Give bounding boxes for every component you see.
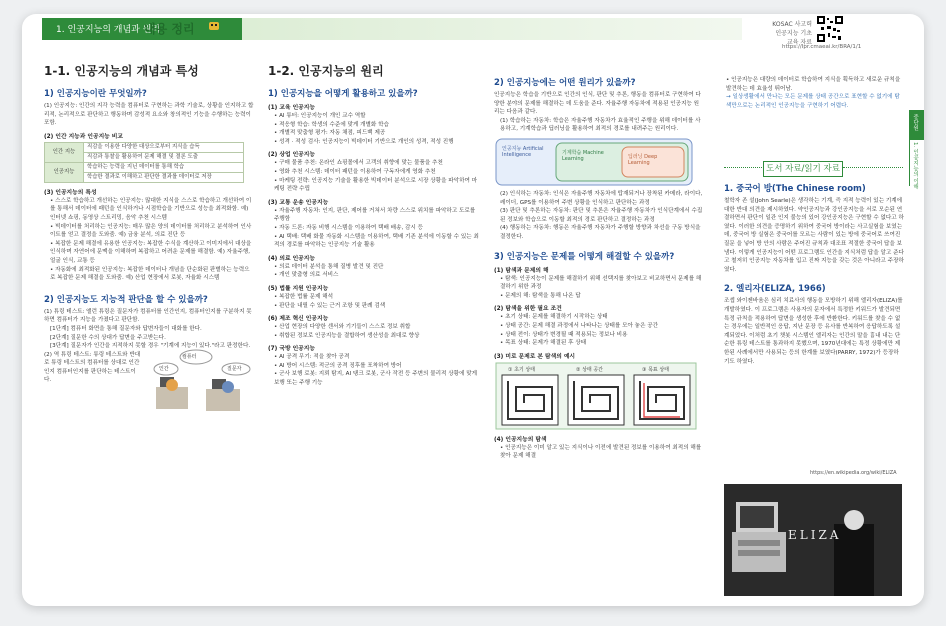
list-item: • 인공지능은 이미 알고 있는 지식이나 이전에 발견된 정보를 이용하여 최적의 해를 찾아 문제 해결: [500, 444, 702, 460]
list-item: → 일상생활에서 만나는 모든 문제를 상태 공간으로 표현할 수 없기에 탐색만으로는 논리적인 인공지능을 구현하기 어렵다.: [726, 94, 900, 109]
bubble-label: 컴퓨터: [182, 353, 197, 360]
application-list: [268, 102, 480, 388]
subsection-title: 1) 인공지능을 어떻게 활용하고 있을까?: [268, 89, 418, 99]
bubble-label: 질문자: [227, 365, 242, 372]
list-item: • 목표 상태: 문제가 해결된 후 상태: [500, 340, 587, 347]
table-row: [45, 162, 244, 172]
paragraph: 조셉 와이젠바움은 심리 치료사의 행동을 모방하기 위해 엘리자(ELIZA)를 개발하였다. 이 프로그램은 사용자의 문자에서 특정한 키워드가 발견되면 특정 규칙을 적용하여 답변을 생성한 후에 반환한다. 키워드를 찾을 수 없는 경우에는 일반적인 응답, 지난 문장 등 유사를 반복하여 응답하도록 설계되었다. 이처럼 초기 챗봇 시스템인 엘리자는 인간의 말을 흉내 내는 단순한 튜링 테스트를 통과하지 못했으며, 1970년대에는 특정 상황에만 제한된 사례에서만 사용되는 등의 한계를 보였다(PARRY, 1972)가 등장하기도 하였다.: [724, 298, 903, 365]
list-heading: (3) 미로 문제로 본 탐색의 예시: [494, 353, 576, 360]
table-cell: 학습하는 능력을 지닌 데이터를 통해 학습: [84, 162, 244, 172]
list-item: • AI 튜터: 인공지능이 개인 교수 역할: [274, 113, 366, 119]
paragraph: (1) 인공지능: 인간의 지각 능력을 컴퓨터로 구현하는 과학 기술로, 상황을 인지하고 합리적, 논리적으로 판단하고 행동하며 감성적 요소와 창의적인 기능을 수행하는 능력이 포함.: [44, 103, 254, 127]
list-item: • 의료 데이터 분석을 통해 질병 발견 및 진단: [274, 263, 384, 270]
list-item: (2) 인식하는 자동차: 인식은 자율주행 자동차에 탑재되거나 장착된 카메라, 라이다, 레이더, GPS를 이용하여 주변 상황을 인식하고 판단하는 과정: [500, 190, 703, 206]
group-title: (2) 상업 인공지능: [268, 152, 315, 159]
list-item: • AI 공격 무기: 적을 찾아 공격: [274, 354, 350, 361]
eliza-text: ELIZA: [788, 528, 842, 542]
list-item: • 영화 추천 시스템: 데이터 패턴을 이용하여 구독자에게 영화 추천: [274, 168, 436, 175]
comparison-table: [44, 142, 244, 183]
list-item: [2단계] 질문한 수의 상대가 답변을 주고받는다.: [50, 334, 166, 341]
subsection-title: 3) 인공지능은 문제를 어떻게 해결할 수 있을까?: [494, 251, 675, 262]
group-title: (4) 의료 인공지능: [268, 255, 315, 262]
divider: [724, 167, 762, 168]
list-item: • 자동 드론: 자동 비행 시스템을 이용하여 택배 배송, 감시 등: [274, 224, 424, 231]
header-bar: [22, 14, 924, 50]
list-item: (4) 행동하는 자동차: 행동은 자율주행 자동차가 주행할 방향과 차선을 구동 방식을 결정한다.: [500, 225, 701, 240]
list-item: • 성격 · 적성 검사: 인공지능이 빅데이터 기반으로 개인의 성격, 적성 진행: [274, 138, 454, 145]
section-heading: 1-1. 인공지능의 개념과 특성: [44, 64, 199, 78]
org-line: 인공지능 기초: [775, 30, 812, 37]
section-heading: 1-2. 인공지능의 원리: [268, 64, 384, 78]
list-item: • 상태 공간: 문제 해결 과정에서 나타나는 상태를 모아 놓은 공간: [500, 322, 659, 329]
venn-label: 기계학습 Machine Learning: [562, 149, 604, 162]
bubble-label: 인간: [159, 365, 169, 372]
subsection-title: 1) 인공지능이란 무엇일까?: [44, 89, 147, 99]
table-row: [45, 142, 244, 152]
page-title: 내용 정리: [144, 22, 195, 36]
group-title: (5) 법률 지원 인공지능: [268, 285, 329, 292]
list-item: • 복잡한 법률 문제 해석: [274, 293, 334, 300]
divider: [843, 167, 903, 168]
org-line: 교육 자료: [786, 39, 812, 46]
list-item: • 빅데이터를 처리하는 인공지능: 매우 많은 양의 데이터를 처리하고 분석하여 인사이트를 얻고 결정을 도와줌. 예) 금융 분석, 의료 진단 등: [50, 223, 252, 239]
subheading: (2) 인간 지능과 인공지능 비교: [44, 133, 124, 140]
maze-label: ② 상태 공간: [576, 366, 603, 373]
reading-title: 2. 엘리자(ELIZA, 1966): [724, 284, 826, 295]
paragraph: (2) 역 튜링 테스트: 튜링 테스트와 반대로 튜링 테스트의 컴퓨터를 상대로 인간인지 컴퓨터인지를 판단하는 테스트이다.: [44, 351, 141, 384]
column-1: [44, 62, 254, 421]
maze-label: ① 초기 상태: [508, 366, 535, 373]
reading-title: 1. 중국어 방(The Chinese room): [724, 184, 866, 194]
list-item: • 구매 물품 추천: 온라인 쇼핑몰에서 고객의 취향에 맞는 물품을 추천: [274, 160, 443, 167]
table-cell: 직감을 이용한 다양한 대상으로부터 지식을 습득: [84, 142, 244, 152]
subsection-title: 2) 인공지능도 지능적 판단을 할 수 있을까?: [44, 294, 208, 305]
column-2: [268, 62, 480, 388]
image-caption[interactable]: https://en.wikipedia.org/wiki/ELIZA: [810, 470, 897, 476]
list-heading: (2) 탐색을 위한 필요 조건: [494, 306, 562, 313]
list-heading: (4) 인공지능의 탐색: [494, 436, 547, 443]
list-item: • 판단을 내릴 수 있는 근거 조항 및 판례 검색: [274, 302, 386, 309]
robot-icon: [206, 18, 222, 36]
column-4: [724, 76, 904, 110]
list-item: • 개별적 맞춤형 평가: 자동 채점, 피드백 제공: [274, 130, 386, 137]
list-item: • 자율주행 자동차: 인지, 판단, 제어를 거쳐서 차량 스스로 위치를 파악하고 도로를 주행함: [274, 207, 476, 223]
list-item: • 산업 현장의 다양한 센서와 기기들이 스스로 정보 취합: [274, 324, 411, 331]
ai-venn-diagram: [494, 137, 704, 187]
list-item: • 자동화에 최적화된 인공지능: 복잡한 데이터나 개념을 단순화된 판별하는 능력으로 복잡한 문제 해결을 도와줌. 예) 산업 현장에서 로봇, 자율화 시스템: [50, 266, 250, 282]
subsection-title: 2) 인공지능에는 어떤 원리가 있을까?: [494, 78, 636, 88]
section-label: 1. 인공지능의 개념과 원리: [56, 25, 161, 35]
list-item: (3) 판단 및 추론하는 자동차: 판단 및 추론은 자율주행 자동차가 인식단계에서 수집된 정보와 학습으로 이동할 최적의 경로 판단하고 결정하는 과정: [500, 208, 703, 223]
header-org: [762, 20, 812, 47]
reading-section: [724, 182, 904, 366]
group-title: (3) 교통 운송 인공지능: [268, 199, 329, 206]
group-title: (6) 제조 혁신 인공지능: [268, 316, 329, 323]
maze-example: [494, 361, 704, 431]
group-title: (7) 국방 인공지능: [268, 346, 315, 353]
paragraph: 철학자 존 설(John Searle)은 생각하는 기계, 즉 지적 능력이 있는 기계에 대한 반대 의견을 제시하였다. 약인공지능과 강인공지능을 서로 모순된 연결하면서 판단이 일관 인지 불능의 있어 강인공지능은 구현할 수 없다고 하였다. 이러한 의견을 증명하기 위하여 중국어 방이라는 사고실험을 보였는데, 중국어 방 실험은 중국어를 모르는 사람이 있는 방에 중국어로 쓰여진 질문 을 넣어 방 안의 사람은 주어진 규칙과 대조표 적절한 중국어 답을 보냄다. 이렇게 인공지능이 어떤 프로그램도 인간을 지식처럼 답을 알고 준다고 철저히 인공지능 자동차를 입고 진짜 지능을 갖는 것은 아니라고 주장하였다.: [724, 198, 904, 273]
table-key: 인간 지능: [45, 142, 84, 162]
list-item: • AI 방어 시스템: 적군의 공격 징후를 포착하여 방어: [274, 362, 402, 369]
venn-label: 딥러닝 Deep Learning: [628, 153, 658, 166]
list-item: • 개인 맞춤형 의료 서비스: [274, 272, 339, 279]
list-item: • 복잡한 문제 해결에 유용한 인공지능: 복잡한 수식을 계산하고 이미지에서 대상을 인식하며 자연어에 문맥을 이해하며 복잡하고 어려운 문제를 해결함. 예) 자율주행, 얼굴 인식, 교통 등: [50, 240, 252, 264]
group-title: (1) 교육 인공지능: [268, 105, 315, 111]
paragraph: 인공지능은 학습을 기반으로 인간의 인식, 판단 및 추론, 행동을 컴퓨터로 구현하여 다양한 분야의 문제를 해결하는 데 도움을 준다. 자율주행 자동차에 적용된 인공지능 원리는 다음과 같다.: [494, 92, 701, 116]
qr-url[interactable]: https://Ipr.cmaeai.kr/BRA/1/1: [782, 44, 862, 50]
list-item: • 적응형 학습: 학생의 수준에 맞게 개별화 학습: [274, 121, 389, 128]
maze-label: ③ 목표 상태: [642, 366, 669, 373]
document-page: [22, 14, 924, 606]
subheading: (3) 인공지능의 특성: [44, 189, 97, 196]
table-cell: 직감과 통찰을 활용하여 문제 해결 및 결론 도출: [84, 152, 244, 162]
column-3: [494, 76, 704, 461]
venn-label: 인공지능 Artificial Intelligence: [502, 145, 544, 158]
list-item: [3단계] 질문자가 인간을 지적하지 못할 경우 "기계에 지능이 있다."라고 판정한다.: [50, 343, 251, 350]
list-item: • 스스로 학습하고 개선하는 인공지능: 많대한 지식을 스스로 학습하고 개선하여 이를 통해서 데이터에 패턴을 인식하거나 시점학습을 기반으로 성능을 최적화함. 예) 인터넷 쇼핑, 동영상 스트리밍, 음악 추천 시스템: [50, 197, 252, 221]
tab-label: 1. 인공지능의 이해: [912, 142, 918, 190]
list-item: • 탐색: 인공지능이 문제를 해결하기 위해 선택지를 찾아보고 비교하면서 문제를 해결하기 위한 과정: [500, 275, 702, 291]
list-item: • 마케팅 전략: 인공지능 기술을 활용한 빅데이터 분석으로 시장 상황을 파악하여 마케팅 전략 수립: [274, 177, 478, 193]
tab-label: 중단원: [912, 114, 918, 131]
list-item: • 취합된 정보로 인공지능을 결합하여 생산성을 최대로 향상: [274, 332, 420, 339]
eliza-photo: [724, 484, 902, 596]
list-item: • 상태 전이: 상태가 변경될 때 적용되는 정보나 비용: [500, 331, 628, 338]
org-line: KOSAC 사고력: [772, 21, 812, 28]
list-item: • 초기 상태: 문제를 해결하기 시작하는 상태: [500, 314, 608, 321]
turing-test-illustration: [144, 347, 254, 423]
list-item: (1) 학습하는 자동차: 학습은 자율주행 자동차가 효율적인 주행을 위해 데이터를 사용하고, 기계학습과 딥러닝을 활용하여 최적의 경로를 내려주는 원리이다.: [500, 117, 701, 133]
paragraph: (1) 튜링 테스트: 앨런 튜링은 질문자가 컴퓨터를 인간인지, 컴퓨터인지를 구분하지 못하면 컴퓨터가 지능을 가졌다고 판단함.: [44, 308, 252, 324]
list-item: • 인공지능은 대량의 데이터로 학습하여 지식을 획득하고 새로운 규칙을 발견하는 데 효율성 뛰어남.: [726, 77, 901, 92]
table-cell: 학습한 결과로 이해하고 판단한 결과를 데이터로 저장: [84, 172, 244, 182]
turing-test-area: [44, 351, 254, 421]
table-key: 인공지능: [45, 162, 84, 182]
list-item: • 군사 보행 로봇: 지뢰 탐지, AI 탱크 로봇, 군사 작전 등 주변의 물리적 상황에 맞게 보행 또는 주행 기능: [274, 371, 477, 387]
reading-material-label: 도서 자료/읽기 자료: [763, 161, 843, 177]
list-item: • AI 택배: 택배 화물 자동화 시스템을 이용하여, 택배 기존 분석에 이동할 수 있는 최적의 경로를 파악하는 인공지능 기술 활용: [274, 233, 479, 249]
qr-code-icon[interactable]: [817, 16, 843, 42]
list-heading: (1) 탐색과 문제의 해: [494, 267, 549, 274]
list-item: [1단계] 컴퓨터 화면을 통해 질문자와 답변자들이 대화를 한다.: [50, 325, 202, 332]
list-item: • 문제의 해: 탐색을 통해 나온 답: [500, 292, 581, 299]
